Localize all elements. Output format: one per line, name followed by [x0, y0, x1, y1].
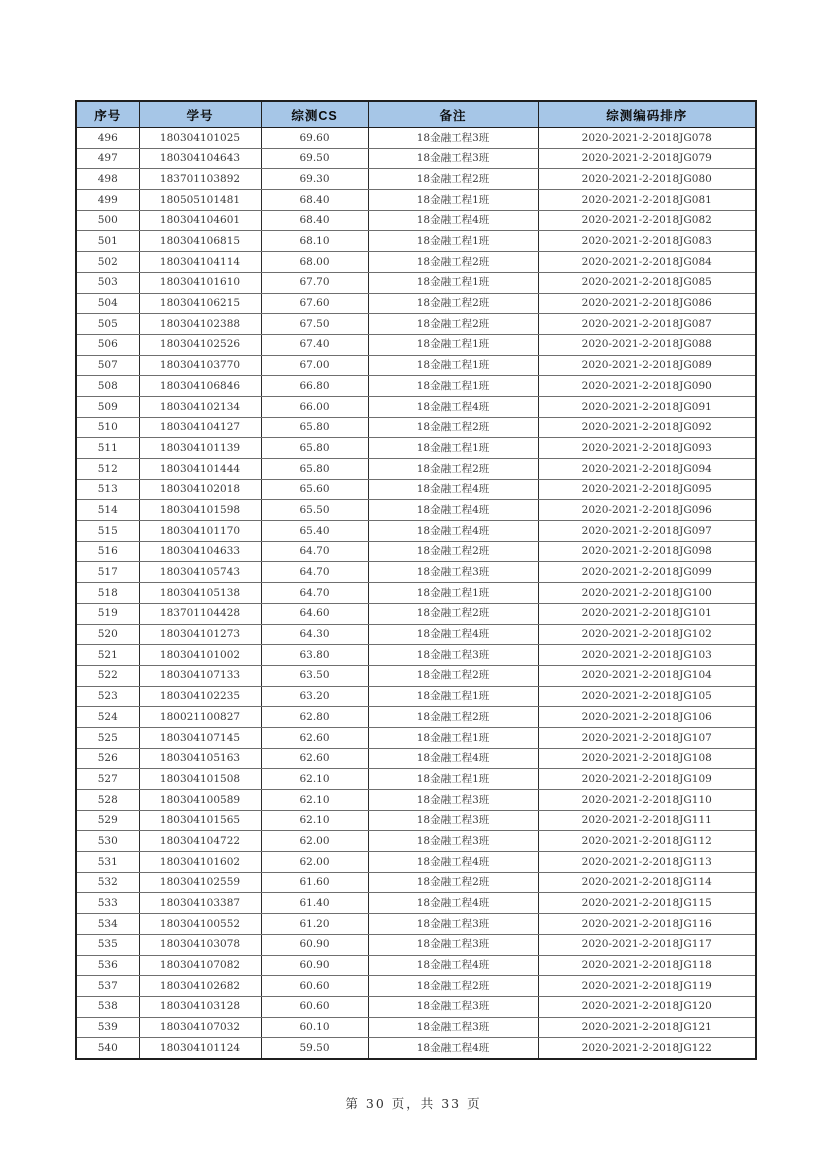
- cell-score-cs: 65.80: [261, 459, 368, 480]
- cell-seq: 527: [76, 769, 139, 790]
- cell-score-cs: 67.60: [261, 293, 368, 314]
- cell-remark: 18金融工程2班: [368, 314, 538, 335]
- cell-student-id: 180304101170: [139, 521, 261, 542]
- cell-score-cs: 62.10: [261, 810, 368, 831]
- cell-remark: 18金融工程2班: [368, 417, 538, 438]
- cell-code-sort: 2020-2021-2-2018JG090: [538, 376, 756, 397]
- cell-seq: 540: [76, 1038, 139, 1059]
- table-row: [76, 872, 756, 893]
- cell-code-sort: 2020-2021-2-2018JG105: [538, 686, 756, 707]
- cell-student-id: 180304105743: [139, 562, 261, 583]
- table-row: [76, 831, 756, 852]
- cell-seq: 518: [76, 583, 139, 604]
- score-table: [75, 100, 757, 1060]
- cell-student-id: 180304101002: [139, 645, 261, 666]
- cell-score-cs: 65.40: [261, 521, 368, 542]
- cell-score-cs: 65.60: [261, 479, 368, 500]
- table-row: [76, 500, 756, 521]
- cell-code-sort: 2020-2021-2-2018JG086: [538, 293, 756, 314]
- table-row: [76, 396, 756, 417]
- cell-seq: 535: [76, 934, 139, 955]
- cell-code-sort: 2020-2021-2-2018JG113: [538, 852, 756, 873]
- cell-student-id: 180505101481: [139, 190, 261, 211]
- cell-seq: 514: [76, 500, 139, 521]
- cell-remark: 18金融工程4班: [368, 396, 538, 417]
- cell-remark: 18金融工程2班: [368, 293, 538, 314]
- cell-seq: 530: [76, 831, 139, 852]
- cell-code-sort: 2020-2021-2-2018JG117: [538, 934, 756, 955]
- cell-remark: 18金融工程4班: [368, 624, 538, 645]
- table-row: [76, 459, 756, 480]
- table-row: [76, 810, 756, 831]
- cell-remark: 18金融工程3班: [368, 128, 538, 149]
- table-row: [76, 148, 756, 169]
- cell-remark: 18金融工程1班: [368, 334, 538, 355]
- cell-code-sort: 2020-2021-2-2018JG091: [538, 396, 756, 417]
- cell-code-sort: 2020-2021-2-2018JG119: [538, 976, 756, 997]
- cell-student-id: 180304102559: [139, 872, 261, 893]
- cell-student-id: 180304101602: [139, 852, 261, 873]
- cell-remark: 18金融工程3班: [368, 996, 538, 1017]
- cell-seq: 516: [76, 541, 139, 562]
- cell-code-sort: 2020-2021-2-2018JG118: [538, 955, 756, 976]
- table-row: [76, 996, 756, 1017]
- cell-code-sort: 2020-2021-2-2018JG102: [538, 624, 756, 645]
- table-row: [76, 583, 756, 604]
- cell-code-sort: 2020-2021-2-2018JG121: [538, 1017, 756, 1038]
- cell-score-cs: 64.60: [261, 603, 368, 624]
- table-row: [76, 914, 756, 935]
- cell-code-sort: 2020-2021-2-2018JG094: [538, 459, 756, 480]
- cell-code-sort: 2020-2021-2-2018JG100: [538, 583, 756, 604]
- cell-seq: 511: [76, 438, 139, 459]
- cell-code-sort: 2020-2021-2-2018JG097: [538, 521, 756, 542]
- cell-remark: 18金融工程3班: [368, 562, 538, 583]
- table-row: [76, 1038, 756, 1059]
- cell-score-cs: 64.70: [261, 562, 368, 583]
- table-row: [76, 976, 756, 997]
- table-row: [76, 852, 756, 873]
- cell-remark: 18金融工程4班: [368, 748, 538, 769]
- cell-student-id: 180304102682: [139, 976, 261, 997]
- cell-seq: 524: [76, 707, 139, 728]
- cell-code-sort: 2020-2021-2-2018JG079: [538, 148, 756, 169]
- cell-seq: 499: [76, 190, 139, 211]
- cell-seq: 496: [76, 128, 139, 149]
- cell-score-cs: 63.20: [261, 686, 368, 707]
- cell-score-cs: 60.90: [261, 955, 368, 976]
- cell-seq: 537: [76, 976, 139, 997]
- header-code-sort: 综测编码排序: [538, 101, 756, 128]
- cell-code-sort: 2020-2021-2-2018JG101: [538, 603, 756, 624]
- cell-student-id: 180304102388: [139, 314, 261, 335]
- cell-remark: 18金融工程1班: [368, 231, 538, 252]
- table-row: [76, 603, 756, 624]
- cell-score-cs: 67.50: [261, 314, 368, 335]
- cell-seq: 517: [76, 562, 139, 583]
- table-row: [76, 955, 756, 976]
- cell-code-sort: 2020-2021-2-2018JG099: [538, 562, 756, 583]
- cell-code-sort: 2020-2021-2-2018JG095: [538, 479, 756, 500]
- table-row: [76, 645, 756, 666]
- cell-student-id: 180021100827: [139, 707, 261, 728]
- cell-student-id: 180304107032: [139, 1017, 261, 1038]
- header-student-id: 学号: [139, 101, 261, 128]
- table-header-row: [76, 101, 756, 128]
- cell-seq: 520: [76, 624, 139, 645]
- cell-code-sort: 2020-2021-2-2018JG112: [538, 831, 756, 852]
- table-row: [76, 934, 756, 955]
- cell-seq: 501: [76, 231, 139, 252]
- table-row: [76, 272, 756, 293]
- cell-seq: 504: [76, 293, 139, 314]
- cell-code-sort: 2020-2021-2-2018JG081: [538, 190, 756, 211]
- cell-code-sort: 2020-2021-2-2018JG104: [538, 665, 756, 686]
- cell-code-sort: 2020-2021-2-2018JG111: [538, 810, 756, 831]
- cell-score-cs: 63.50: [261, 665, 368, 686]
- cell-student-id: 180304103387: [139, 893, 261, 914]
- cell-student-id: 180304101565: [139, 810, 261, 831]
- cell-remark: 18金融工程2班: [368, 665, 538, 686]
- cell-code-sort: 2020-2021-2-2018JG106: [538, 707, 756, 728]
- cell-remark: 18金融工程1班: [368, 438, 538, 459]
- cell-seq: 497: [76, 148, 139, 169]
- cell-student-id: 180304102235: [139, 686, 261, 707]
- table-row: [76, 210, 756, 231]
- cell-seq: 515: [76, 521, 139, 542]
- cell-seq: 532: [76, 872, 139, 893]
- cell-remark: 18金融工程4班: [368, 479, 538, 500]
- cell-score-cs: 62.00: [261, 831, 368, 852]
- table-row: [76, 293, 756, 314]
- cell-code-sort: 2020-2021-2-2018JG108: [538, 748, 756, 769]
- page-number-text: 第 30 页，共 33 页: [345, 1096, 482, 1111]
- cell-code-sort: 2020-2021-2-2018JG093: [538, 438, 756, 459]
- cell-student-id: 180304106215: [139, 293, 261, 314]
- cell-score-cs: 59.50: [261, 1038, 368, 1059]
- cell-score-cs: 67.70: [261, 272, 368, 293]
- cell-seq: 498: [76, 169, 139, 190]
- cell-score-cs: 69.30: [261, 169, 368, 190]
- table-row: [76, 541, 756, 562]
- table-row: [76, 665, 756, 686]
- cell-score-cs: 64.70: [261, 541, 368, 562]
- table-row: [76, 1017, 756, 1038]
- cell-score-cs: 68.10: [261, 231, 368, 252]
- cell-score-cs: 60.60: [261, 996, 368, 1017]
- cell-score-cs: 61.20: [261, 914, 368, 935]
- cell-student-id: 180304101273: [139, 624, 261, 645]
- cell-code-sort: 2020-2021-2-2018JG122: [538, 1038, 756, 1059]
- table-row: [76, 727, 756, 748]
- cell-score-cs: 65.80: [261, 417, 368, 438]
- table-row: [76, 334, 756, 355]
- cell-remark: 18金融工程3班: [368, 914, 538, 935]
- cell-student-id: 183701103892: [139, 169, 261, 190]
- cell-code-sort: 2020-2021-2-2018JG085: [538, 272, 756, 293]
- cell-student-id: 180304103770: [139, 355, 261, 376]
- table-row: [76, 376, 756, 397]
- cell-student-id: 180304100552: [139, 914, 261, 935]
- cell-remark: 18金融工程1班: [368, 355, 538, 376]
- cell-student-id: 180304103128: [139, 996, 261, 1017]
- cell-score-cs: 69.50: [261, 148, 368, 169]
- cell-student-id: 180304107133: [139, 665, 261, 686]
- cell-score-cs: 68.00: [261, 252, 368, 273]
- table-row: [76, 769, 756, 790]
- cell-code-sort: 2020-2021-2-2018JG107: [538, 727, 756, 748]
- cell-student-id: 180304101025: [139, 128, 261, 149]
- cell-score-cs: 62.80: [261, 707, 368, 728]
- cell-student-id: 180304104722: [139, 831, 261, 852]
- cell-student-id: 180304101124: [139, 1038, 261, 1059]
- cell-code-sort: 2020-2021-2-2018JG082: [538, 210, 756, 231]
- cell-student-id: 180304105163: [139, 748, 261, 769]
- table-row: [76, 314, 756, 335]
- page-footer: [0, 1094, 827, 1112]
- cell-score-cs: 62.10: [261, 769, 368, 790]
- cell-student-id: 180304105138: [139, 583, 261, 604]
- cell-code-sort: 2020-2021-2-2018JG087: [538, 314, 756, 335]
- cell-score-cs: 67.40: [261, 334, 368, 355]
- cell-seq: 523: [76, 686, 139, 707]
- cell-student-id: 180304101610: [139, 272, 261, 293]
- table-row: [76, 231, 756, 252]
- cell-seq: 536: [76, 955, 139, 976]
- cell-code-sort: 2020-2021-2-2018JG078: [538, 128, 756, 149]
- cell-remark: 18金融工程2班: [368, 707, 538, 728]
- cell-score-cs: 62.60: [261, 748, 368, 769]
- table-row: [76, 790, 756, 811]
- cell-remark: 18金融工程1班: [368, 769, 538, 790]
- cell-student-id: 180304101444: [139, 459, 261, 480]
- cell-code-sort: 2020-2021-2-2018JG115: [538, 893, 756, 914]
- cell-remark: 18金融工程3班: [368, 831, 538, 852]
- cell-remark: 18金融工程3班: [368, 790, 538, 811]
- cell-remark: 18金融工程2班: [368, 459, 538, 480]
- cell-seq: 506: [76, 334, 139, 355]
- table-row: [76, 624, 756, 645]
- cell-seq: 534: [76, 914, 139, 935]
- table-row: [76, 748, 756, 769]
- cell-code-sort: 2020-2021-2-2018JG114: [538, 872, 756, 893]
- cell-score-cs: 66.00: [261, 396, 368, 417]
- cell-remark: 18金融工程1班: [368, 376, 538, 397]
- header-seq: 序号: [76, 101, 139, 128]
- cell-seq: 539: [76, 1017, 139, 1038]
- cell-remark: 18金融工程4班: [368, 955, 538, 976]
- cell-code-sort: 2020-2021-2-2018JG109: [538, 769, 756, 790]
- cell-seq: 502: [76, 252, 139, 273]
- cell-remark: 18金融工程1班: [368, 583, 538, 604]
- cell-seq: 528: [76, 790, 139, 811]
- cell-student-id: 180304106846: [139, 376, 261, 397]
- table-row: [76, 707, 756, 728]
- cell-score-cs: 60.90: [261, 934, 368, 955]
- cell-score-cs: 68.40: [261, 210, 368, 231]
- cell-seq: 525: [76, 727, 139, 748]
- cell-remark: 18金融工程2班: [368, 603, 538, 624]
- cell-seq: 522: [76, 665, 139, 686]
- cell-seq: 510: [76, 417, 139, 438]
- cell-score-cs: 67.00: [261, 355, 368, 376]
- cell-code-sort: 2020-2021-2-2018JG103: [538, 645, 756, 666]
- cell-code-sort: 2020-2021-2-2018JG088: [538, 334, 756, 355]
- cell-remark: 18金融工程2班: [368, 252, 538, 273]
- table-row: [76, 521, 756, 542]
- cell-code-sort: 2020-2021-2-2018JG092: [538, 417, 756, 438]
- table-row: [76, 355, 756, 376]
- cell-student-id: 180304104114: [139, 252, 261, 273]
- cell-seq: 500: [76, 210, 139, 231]
- cell-score-cs: 60.60: [261, 976, 368, 997]
- cell-code-sort: 2020-2021-2-2018JG120: [538, 996, 756, 1017]
- header-remark: 备注: [368, 101, 538, 128]
- cell-score-cs: 62.10: [261, 790, 368, 811]
- table-row: [76, 686, 756, 707]
- cell-remark: 18金融工程1班: [368, 686, 538, 707]
- table-row: [76, 169, 756, 190]
- cell-remark: 18金融工程2班: [368, 976, 538, 997]
- cell-score-cs: 65.50: [261, 500, 368, 521]
- cell-remark: 18金融工程2班: [368, 541, 538, 562]
- cell-seq: 531: [76, 852, 139, 873]
- cell-remark: 18金融工程3班: [368, 645, 538, 666]
- cell-score-cs: 68.40: [261, 190, 368, 211]
- cell-remark: 18金融工程3班: [368, 1017, 538, 1038]
- cell-student-id: 180304101139: [139, 438, 261, 459]
- table-row: [76, 417, 756, 438]
- cell-score-cs: 61.60: [261, 872, 368, 893]
- cell-score-cs: 65.80: [261, 438, 368, 459]
- table-row: [76, 190, 756, 211]
- cell-score-cs: 64.70: [261, 583, 368, 604]
- cell-student-id: 180304102526: [139, 334, 261, 355]
- cell-seq: 503: [76, 272, 139, 293]
- cell-code-sort: 2020-2021-2-2018JG084: [538, 252, 756, 273]
- cell-score-cs: 64.30: [261, 624, 368, 645]
- cell-remark: 18金融工程4班: [368, 521, 538, 542]
- cell-student-id: 180304106815: [139, 231, 261, 252]
- cell-score-cs: 62.00: [261, 852, 368, 873]
- cell-student-id: 180304102018: [139, 479, 261, 500]
- cell-student-id: 180304104601: [139, 210, 261, 231]
- cell-code-sort: 2020-2021-2-2018JG080: [538, 169, 756, 190]
- cell-seq: 508: [76, 376, 139, 397]
- cell-seq: 533: [76, 893, 139, 914]
- cell-seq: 521: [76, 645, 139, 666]
- table-row: [76, 893, 756, 914]
- cell-score-cs: 61.40: [261, 893, 368, 914]
- cell-remark: 18金融工程1班: [368, 727, 538, 748]
- cell-code-sort: 2020-2021-2-2018JG098: [538, 541, 756, 562]
- cell-seq: 513: [76, 479, 139, 500]
- cell-remark: 18金融工程2班: [368, 169, 538, 190]
- cell-remark: 18金融工程4班: [368, 210, 538, 231]
- cell-remark: 18金融工程4班: [368, 500, 538, 521]
- cell-score-cs: 60.10: [261, 1017, 368, 1038]
- cell-code-sort: 2020-2021-2-2018JG096: [538, 500, 756, 521]
- cell-seq: 529: [76, 810, 139, 831]
- cell-seq: 512: [76, 459, 139, 480]
- cell-code-sort: 2020-2021-2-2018JG110: [538, 790, 756, 811]
- table-row: [76, 252, 756, 273]
- cell-remark: 18金融工程2班: [368, 872, 538, 893]
- cell-student-id: 180304102134: [139, 396, 261, 417]
- cell-score-cs: 66.80: [261, 376, 368, 397]
- header-score-cs: 综测CS: [261, 101, 368, 128]
- cell-remark: 18金融工程3班: [368, 810, 538, 831]
- cell-code-sort: 2020-2021-2-2018JG083: [538, 231, 756, 252]
- cell-remark: 18金融工程1班: [368, 190, 538, 211]
- cell-code-sort: 2020-2021-2-2018JG089: [538, 355, 756, 376]
- cell-code-sort: 2020-2021-2-2018JG116: [538, 914, 756, 935]
- cell-score-cs: 63.80: [261, 645, 368, 666]
- cell-seq: 509: [76, 396, 139, 417]
- cell-remark: 18金融工程4班: [368, 852, 538, 873]
- table-row: [76, 479, 756, 500]
- table-row: [76, 562, 756, 583]
- cell-student-id: 180304107145: [139, 727, 261, 748]
- cell-score-cs: 62.60: [261, 727, 368, 748]
- cell-student-id: 180304101508: [139, 769, 261, 790]
- cell-seq: 526: [76, 748, 139, 769]
- cell-student-id: 180304100589: [139, 790, 261, 811]
- cell-seq: 507: [76, 355, 139, 376]
- cell-student-id: 180304104127: [139, 417, 261, 438]
- cell-remark: 18金融工程3班: [368, 934, 538, 955]
- cell-student-id: 180304104633: [139, 541, 261, 562]
- cell-seq: 505: [76, 314, 139, 335]
- cell-remark: 18金融工程1班: [368, 272, 538, 293]
- cell-remark: 18金融工程3班: [368, 148, 538, 169]
- cell-remark: 18金融工程4班: [368, 893, 538, 914]
- table-row: [76, 438, 756, 459]
- cell-score-cs: 69.60: [261, 128, 368, 149]
- table-row: [76, 128, 756, 149]
- cell-student-id: 183701104428: [139, 603, 261, 624]
- cell-student-id: 180304107082: [139, 955, 261, 976]
- cell-student-id: 180304101598: [139, 500, 261, 521]
- cell-seq: 538: [76, 996, 139, 1017]
- cell-seq: 519: [76, 603, 139, 624]
- cell-remark: 18金融工程4班: [368, 1038, 538, 1059]
- cell-student-id: 180304103078: [139, 934, 261, 955]
- cell-student-id: 180304104643: [139, 148, 261, 169]
